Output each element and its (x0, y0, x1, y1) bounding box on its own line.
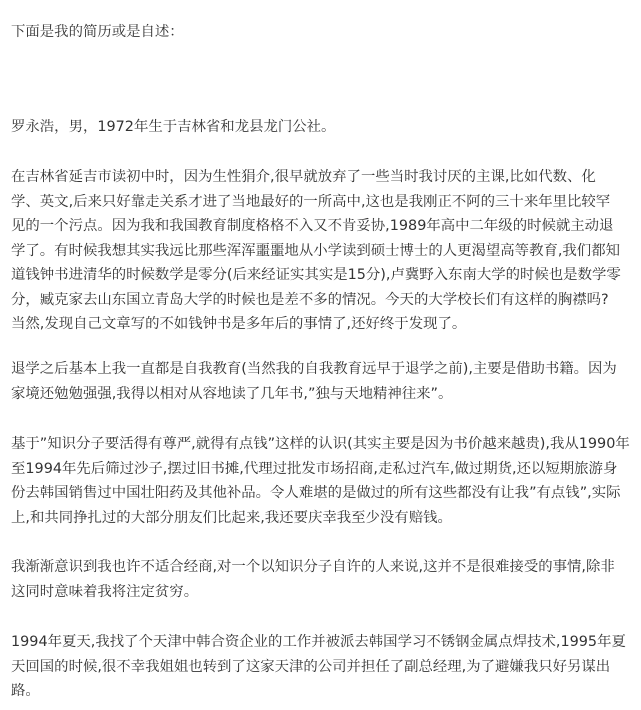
text-line: 在吉林省延吉市读初中时，因为生性狷介,很早就放弃了一些当时我讨厌的主课,比如代数、化 (11, 169, 596, 185)
paragraph-business (11, 432, 629, 530)
paragraph-realization (11, 555, 629, 604)
text-line: 上,和共同挣扎过的大部分朋友们比起来,我还要庆幸我至少没有赔钱。 (11, 509, 452, 526)
text-line: 道钱钟书进清华的时候数学是零分(后来经证实其实是15分),卢冀野入东南大学的时候也是数学零 (11, 267, 621, 283)
text-line: 份去韩国销售过中国壮阳药及其他补品。令人难堪的是做过的所有这些都没有让我”有点钱”,实际 (11, 485, 621, 501)
intro-line (11, 20, 629, 45)
text-line: 学了。有时候我想其实我远比那些浑浑噩噩地从小学读到硕士博士的人更渴望高等教育,我们都知 (11, 242, 620, 259)
text-line: 天回国的时候,很不幸我姐姐也转到了这家天津的公司并担任了副总经理,为了避嫌我只好另谋出 (11, 658, 611, 675)
text-line: 这同时意味着我将注定贫穷。 (11, 583, 199, 600)
text-line: 当然,发现自己文章写的不如钱钟书是多年后的事情了,还好终于发现了。 (11, 316, 467, 332)
text-line: 我渐渐意识到我也许不适合经商,对一个以知识分子自许的人来说,这并不是很难接受的事情,除非 (11, 559, 615, 575)
paragraph-1994-job (11, 630, 629, 704)
text-line: 见的一个污点。因为我和我国教育制度格格不入又不肯妥协,1989年高中二年级的时候就主动退 (11, 218, 614, 234)
paragraph-self-education (11, 357, 629, 406)
text-line: 1994年夏天,我找了个天津中韩合资企业的工作并被派去韩国学习不锈钢金属点焊技术,1995年夏 (11, 634, 626, 650)
text-line: 基于”知识分子要活得有尊严,就得有点钱”这样的认识(其实主要是因为书价越来越贵),我从1990年 (11, 436, 630, 452)
paragraph-middle-school (11, 165, 629, 337)
text-line: 下面是我的简历或是自述： (11, 24, 184, 40)
text-line: 分，臧克家去山东国立青岛大学的时候也是差不多的情况。今天的大学校长们有这样的胸襟吗? (11, 291, 609, 308)
text-line: 至1994年先后筛过沙子,摆过旧书摊,代理过批发市场招商,走私过汽车,做过期货,还以短期旅游身 (11, 460, 618, 477)
paragraph-basic-info (11, 115, 629, 140)
text-line: 罗永浩，男，1972年生于吉林省和龙县龙门公社。 (11, 119, 336, 135)
text-line: 家境还勉勉强强,我得以相对从容地读了几年书,”独与天地精神往来”。 (11, 385, 453, 402)
text-line: 学、英文,后来只好靠走关系才进了当地最好的一所高中,这也是我刚正不阿的三十来年里比较罕 (11, 193, 611, 210)
text-line: 路。 (11, 683, 40, 699)
text-line: 退学之后基本上我一直都是自我教育(当然我的自我教育远早于退学之前),主要是借助书籍。因为 (11, 361, 617, 377)
